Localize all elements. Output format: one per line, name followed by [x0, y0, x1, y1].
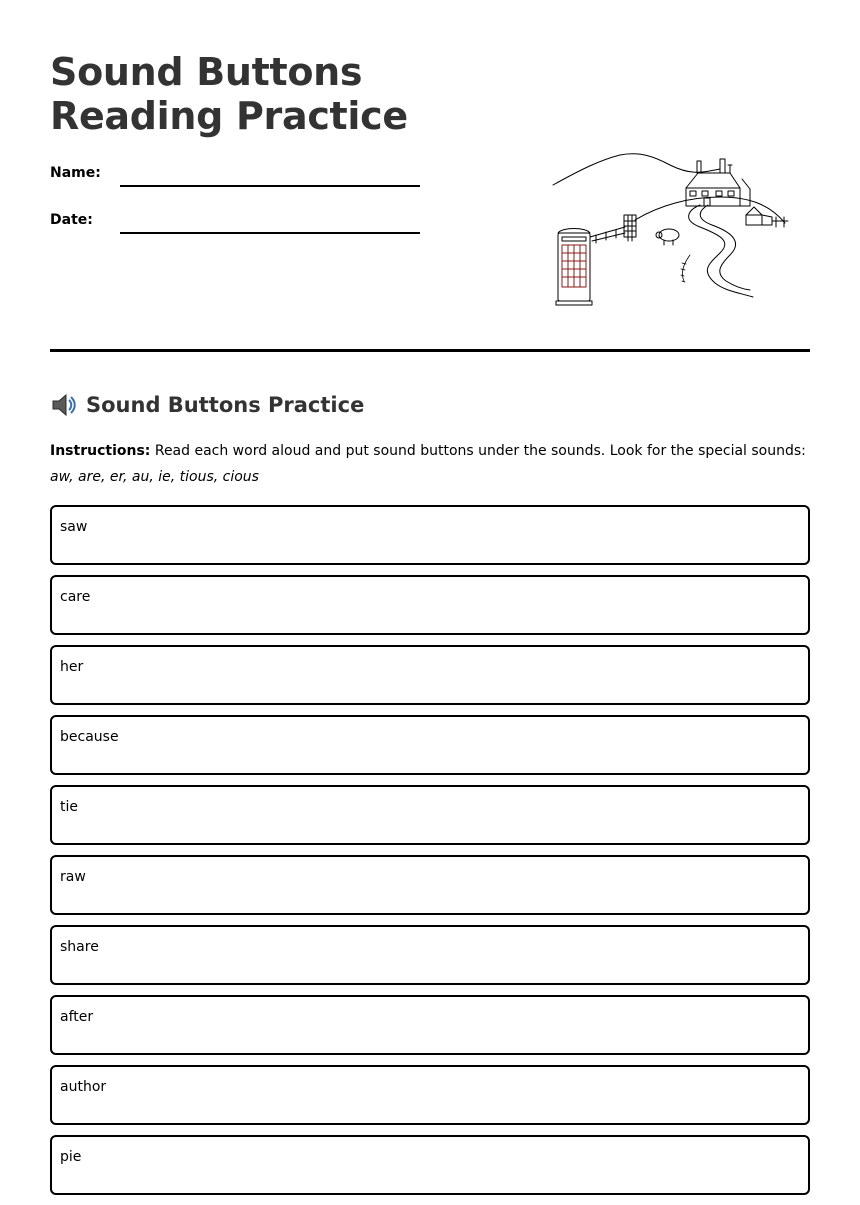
word-box[interactable]: pie	[50, 1135, 810, 1195]
countryside-scene-illustration	[550, 145, 790, 310]
sheep-icon	[656, 229, 679, 245]
word-box[interactable]: care	[50, 575, 810, 635]
section-title: Sound Buttons Practice	[86, 393, 365, 417]
name-field	[50, 165, 420, 195]
word-box[interactable]: because	[50, 715, 810, 775]
word-list	[50, 505, 810, 1205]
section-heading	[50, 388, 364, 422]
date-line[interactable]	[120, 232, 420, 234]
word-box[interactable]: tie	[50, 785, 810, 845]
instructions-text: Read each word aloud and put sound buttons under the sounds. Look for the special sounds:	[150, 443, 806, 459]
name-label: Name:	[50, 165, 101, 181]
page-title: Sound Buttons Reading Practice	[50, 50, 408, 138]
word-box[interactable]: after	[50, 995, 810, 1055]
date-label: Date:	[50, 212, 93, 228]
section-divider	[50, 349, 810, 352]
instructions-label: Instructions:	[50, 443, 151, 459]
word-box[interactable]: share	[50, 925, 810, 985]
word-box[interactable]: saw	[50, 505, 810, 565]
phone-box-icon	[556, 229, 592, 306]
word-box[interactable]: author	[50, 1065, 810, 1125]
speaker-icon	[50, 391, 78, 419]
date-field	[50, 212, 420, 242]
word-box[interactable]: raw	[50, 855, 810, 915]
instructions	[50, 438, 810, 490]
special-sounds: aw, are, er, au, ie, tious, cious	[50, 469, 259, 485]
name-line[interactable]	[120, 185, 420, 187]
word-box[interactable]: her	[50, 645, 810, 705]
